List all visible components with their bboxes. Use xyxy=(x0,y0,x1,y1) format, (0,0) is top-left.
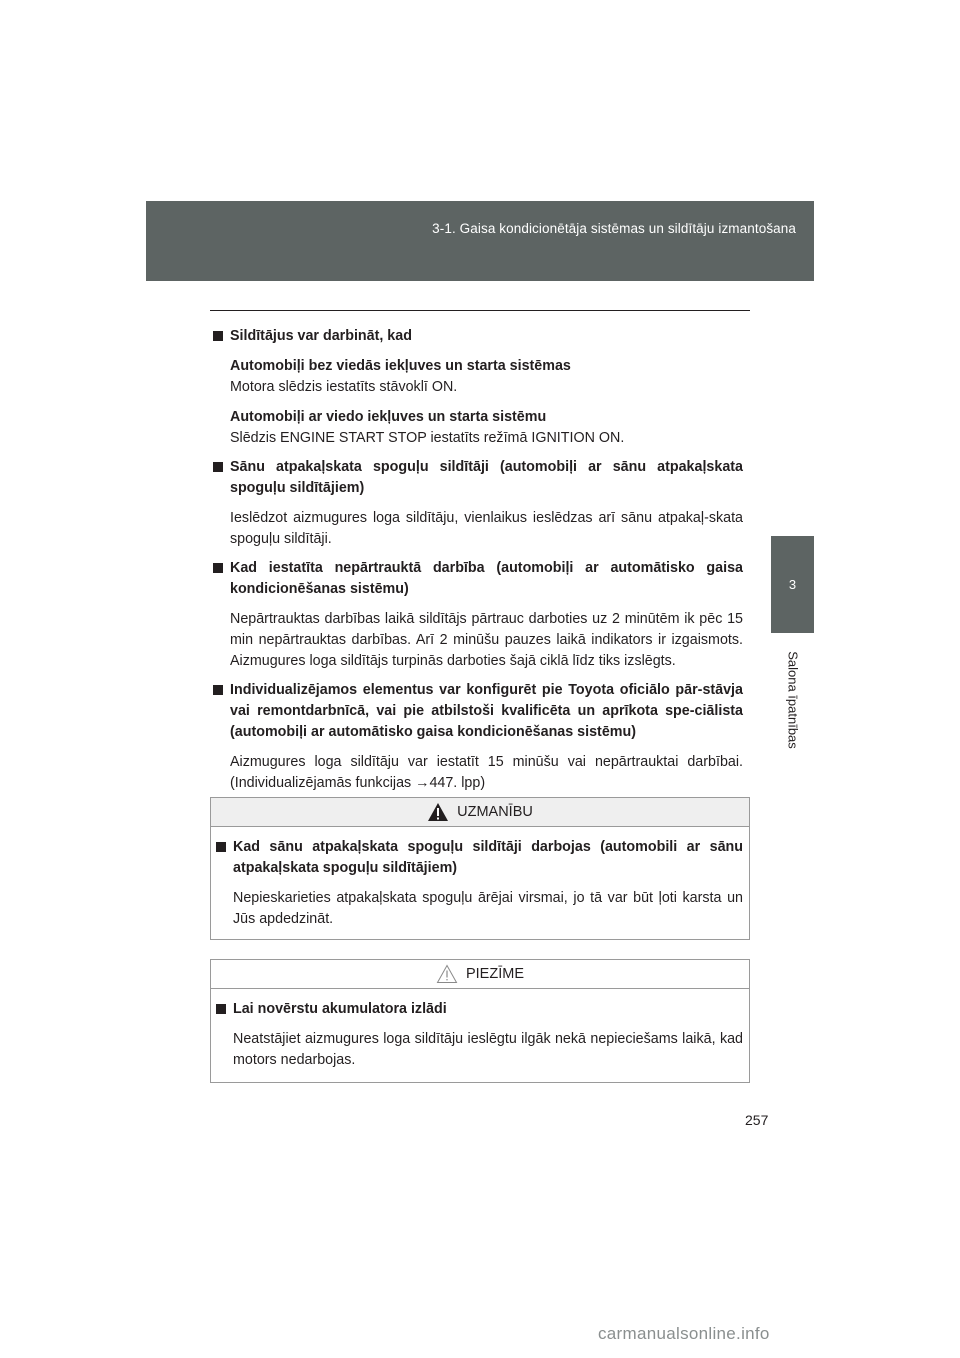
notice-text: Neatstājiet aizmugures loga sildītāju ieslēgtu ilgāk nekā nepieciešams laikā, kad motors nedarbojas. xyxy=(233,1031,743,1068)
subheading: Automobiļi bez viedās iekļuves un starta sistēmas xyxy=(230,358,571,374)
notice-box xyxy=(210,959,750,1083)
section-heading xyxy=(213,680,743,743)
caution-heading xyxy=(216,837,743,879)
page-number: 257 xyxy=(745,1112,769,1128)
notice-heading-text: Lai novērstu akumulatora izlādi xyxy=(233,1001,447,1017)
square-bullet-icon xyxy=(213,685,223,695)
section-heading xyxy=(213,558,743,600)
main-content xyxy=(213,326,743,794)
caution-text: Nepieskarieties atpakaļskata spoguļu ārējai virsmai, jo tā var būt ļoti karsta un Jūs apdedzināt. xyxy=(233,890,743,927)
section-heading xyxy=(213,457,743,499)
caution-heading-text: Kad sānu atpakaļskata spoguļu sildītāji darbojas (automobili ar sānu atpakaļskata spoguļu sildītājiem) xyxy=(233,839,743,876)
square-bullet-icon xyxy=(213,563,223,573)
paragraph: Slēdzis ENGINE START STOP iestatīts režīmā IGNITION ON. xyxy=(230,430,625,446)
chapter-side-label-text: Salona īpatnības xyxy=(785,651,800,749)
section-rule xyxy=(210,310,750,311)
section-heading-text: Sildītājus var darbināt, kad xyxy=(230,328,412,344)
caution-title: UZMANĪBU xyxy=(457,804,533,820)
caution-box xyxy=(210,797,750,940)
chapter-number-tab xyxy=(771,536,814,633)
paragraph: Ieslēdzot aizmugures loga sildītāju, vienlaikus ieslēdzas arī sānu atpakaļ-skata spoguļu sildītāji. xyxy=(230,510,743,547)
chapter-number: 3 xyxy=(788,577,797,592)
chapter-side-label xyxy=(771,640,814,760)
subheading: Automobiļi ar viedo iekļuves un starta sistēmu xyxy=(230,409,547,425)
warning-triangle-icon xyxy=(427,802,449,822)
watermark: carmanualsonline.info xyxy=(598,1324,770,1343)
square-bullet-icon xyxy=(216,1004,226,1014)
paragraph: Nepārtrauktas darbības laikā sildītājs pārtrauc darboties uz 2 minūtēm ik pēc 15 min nepārtrauktas darbības. Arī 2 minūšu pauzes laikā indikators ir izgaismots. Aizmugures loga sildītājs turpinās darboties šajā ciklā līdz tiks izslēgts. xyxy=(230,611,743,669)
section-heading-text: Kad iestatīta nepārtrauktā darbība (automobiļi ar automātisko gaisa kondicionēšanas sistēmu) xyxy=(230,560,743,597)
notice-header xyxy=(211,960,749,989)
section-heading-text: Individualizējamos elementus var konfigurēt pie Toyota oficiālo pār-stāvja vai remontdarbnīcā, vai pie atbilstoši kvalificēta un aprīkota spe-ciālista (automobiļi ar automātisko gaisa kondicionēšanas sistēmu) xyxy=(230,682,743,740)
square-bullet-icon xyxy=(213,462,223,472)
paragraph: Motora slēdzis iestatīts stāvoklī ON. xyxy=(230,379,458,395)
notice-body xyxy=(211,989,749,1083)
caution-header xyxy=(211,798,749,827)
chapter-title: 3-1. Gaisa kondicionētāja sistēmas un sildītāju izmantošana xyxy=(432,221,796,236)
section-heading-text: Sānu atpakaļskata spoguļu sildītāji (automobiļi ar sānu atpakaļskata spoguļu sildītājiem) xyxy=(230,459,743,496)
chapter-header-band xyxy=(146,201,814,281)
square-bullet-icon xyxy=(216,842,226,852)
caution-body xyxy=(211,827,749,942)
paragraph: Aizmugures loga sildītāju var iestatīt 15 minūšu vai nepārtrauktai darbībai. (Individualizējamās funkcijas →447. lpp) xyxy=(230,754,743,791)
square-bullet-icon xyxy=(213,331,223,341)
notice-heading xyxy=(216,999,743,1020)
notice-triangle-icon xyxy=(436,964,458,984)
section-heading xyxy=(213,326,743,347)
notice-title: PIEZĪME xyxy=(465,966,524,982)
